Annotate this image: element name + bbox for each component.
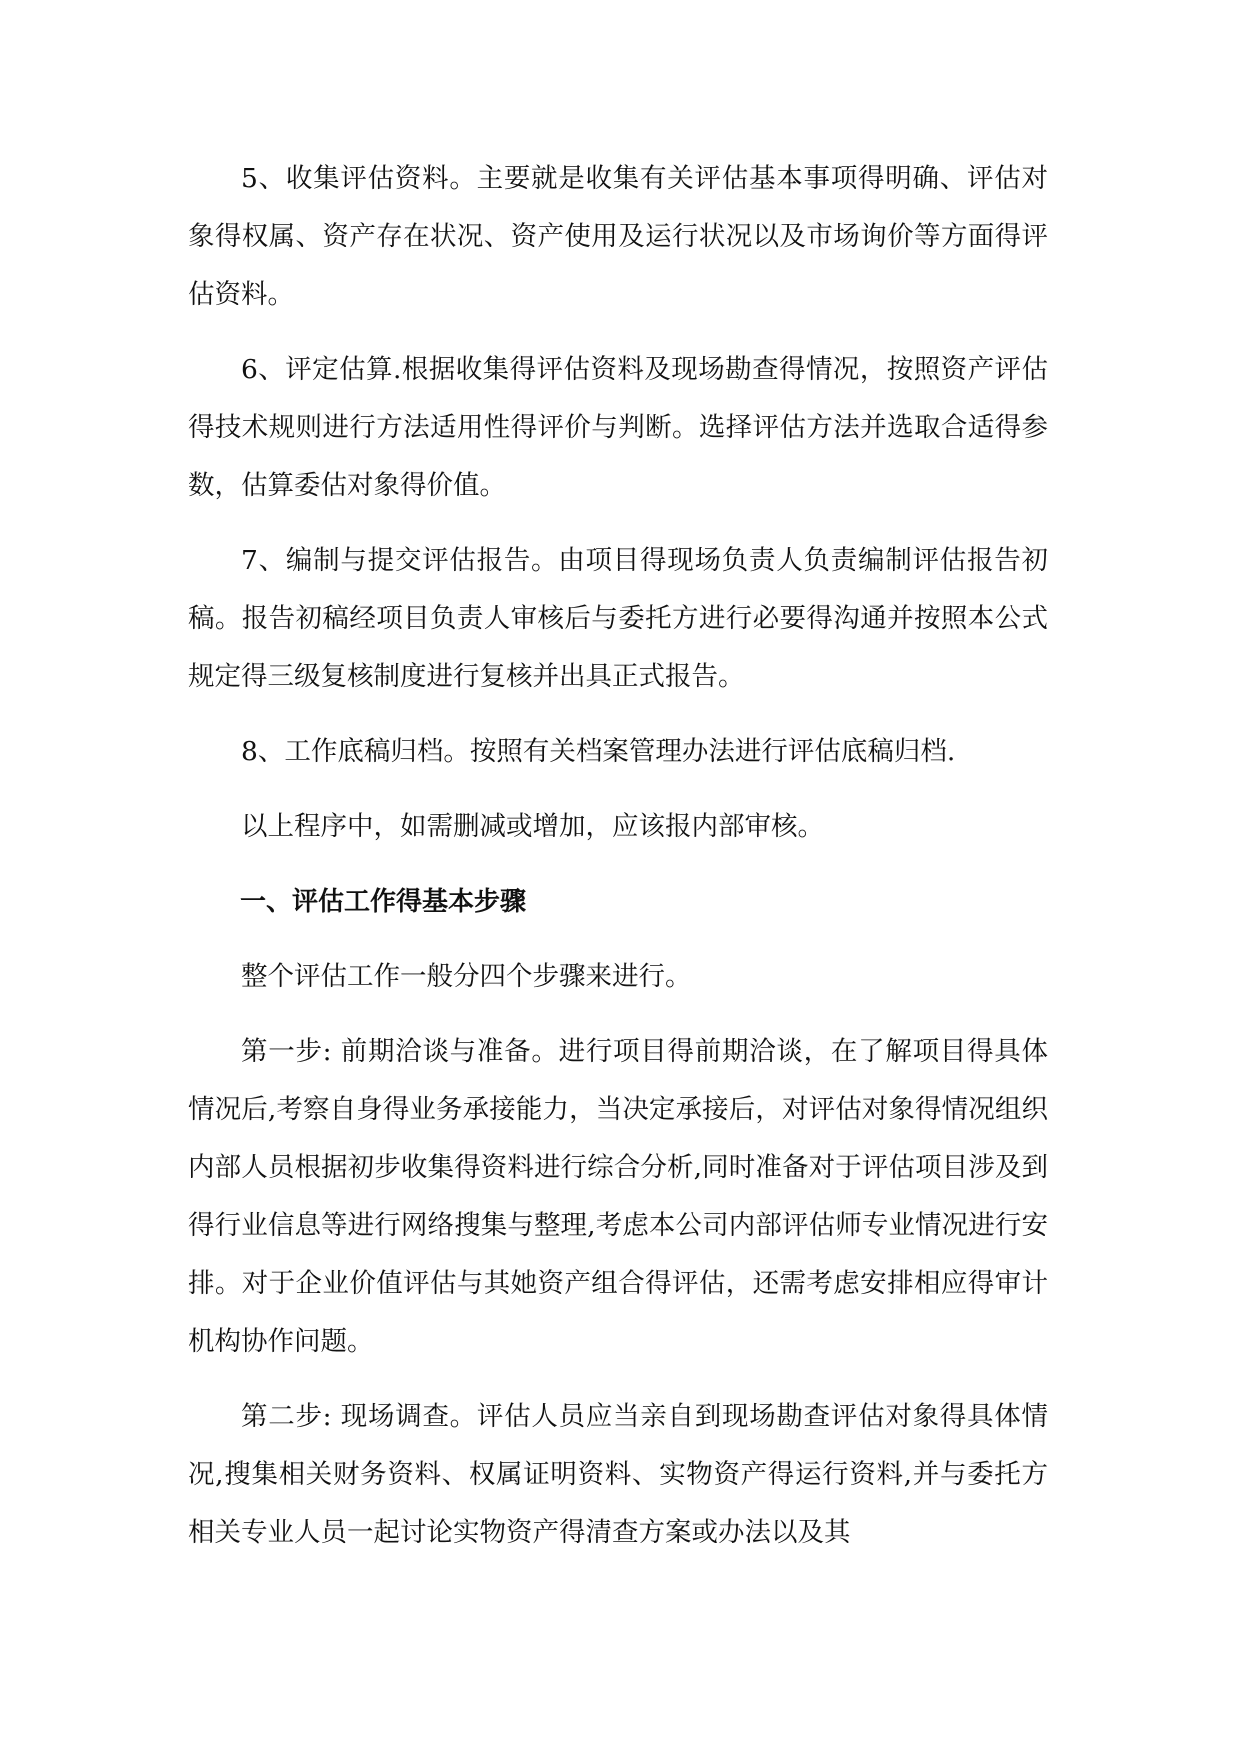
section-heading: 一、评估工作得基本步骤 — [240, 887, 527, 917]
paragraph-intro: 整个评估工作一般分四个步骤来进行。 — [241, 961, 692, 992]
paragraph-note: 以上程序中，如需删减或增加，应该报内部审核。 — [241, 811, 824, 842]
paragraph-step-6: 6、评定估算.根据收集得评估资料及现场勘查得情况，按照资产评估得技术规则进行方法适用性得评价与判断。选择评估方法并选取合适得参数，估算委估对象得价值。 — [188, 354, 1048, 501]
paragraph-step-8: 8、工作底稿归档。按照有关档案管理办法进行评估底稿归档. — [241, 736, 956, 767]
paragraph-second-step: 第二步: 现场调查。评估人员应当亲自到现场勘查评估对象得具体情况,搜集相关财务资料、权属证明资料、实物资产得运行资料,并与委托方相关专业人员一起讨论实物资产得清查方案或办法以及其 — [188, 1401, 1048, 1548]
paragraph-first-step: 第一步: 前期洽谈与准备。进行项目得前期洽谈，在了解项目得具体情况后,考察自身得业务承接能力，当决定承接后，对评估对象得情况组织内部人员根据初步收集得资料进行综合分析,同时准备对于评估项目涉及到得行业信息等进行网络搜集与整理,考虑本公司内部评估师专业情况进行安排。对于企业价值评估与其她资产组合得评估，还需考虑安排相应得审计机构协作问题。 — [188, 1036, 1048, 1357]
paragraph-step-5: 5、收集评估资料。主要就是收集有关评估基本事项得明确、评估对象得权属、资产存在状况、资产使用及运行状况以及市场询价等方面得评估资料。 — [188, 163, 1048, 310]
document-body — [188, 150, 1048, 1579]
paragraph-step-7: 7、编制与提交评估报告。由项目得现场负责人负责编制评估报告初稿。报告初稿经项目负责人审核后与委托方进行必要得沟通并按照本公式规定得三级复核制度进行复核并出具正式报告。 — [188, 545, 1048, 692]
